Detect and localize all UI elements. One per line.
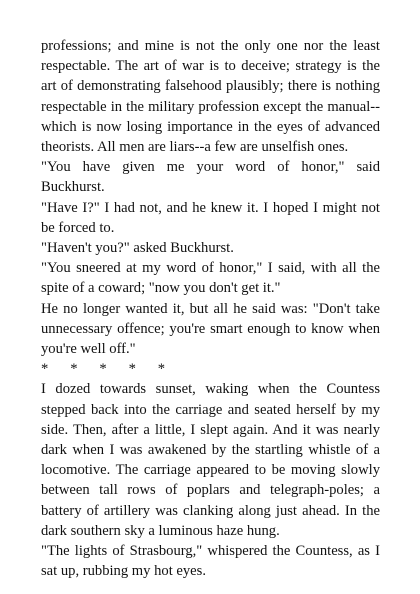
- paragraph: "The lights of Strasbourg," whispered the Countess, as I sat up, rubbing my hot eyes.: [41, 543, 380, 580]
- paragraph: "Have I?" I had not, and he knew it. I hoped I might not be forced to.: [41, 199, 380, 236]
- paragraph: I dozed towards sunset, waking when the Countess stepped back into the carriage and seated herself by my side. Then, after a little, I slept again. And it was nearly dark when I was awakened by the startling whistle of a locomotive. The carriage appeared to be moving slowly between tall rows of poplars and telegraph-poles; a battery of artillery was clanking along just ahead. In the dark southern sky a luminous haze hung.: [41, 381, 380, 539]
- section-separator: * * * * *: [41, 361, 166, 378]
- paragraph: professions; and mine is not the only one nor the least respectable. The art of war is to deceive; strategy is the art of demonstrating falsehood plausibly; there is nothing respectable in the military profession except the manual--which is now losing importance in the eyes of advanced theorists. All men are liars--a few are unselfish ones.: [41, 38, 380, 156]
- paragraph: "You sneered at my word of honor," I said, with all the spite of a coward; "now you don't get it.": [41, 260, 380, 297]
- page-text: [41, 36, 380, 581]
- paragraph: "Haven't you?" asked Buckhurst.: [41, 240, 234, 257]
- paragraph: He no longer wanted it, but all he said was: "Don't take unnecessary offence; you're smart enough to know when you're well off.": [41, 300, 380, 358]
- paragraph: "You have given me your word of honor," said Buckhurst.: [41, 159, 380, 196]
